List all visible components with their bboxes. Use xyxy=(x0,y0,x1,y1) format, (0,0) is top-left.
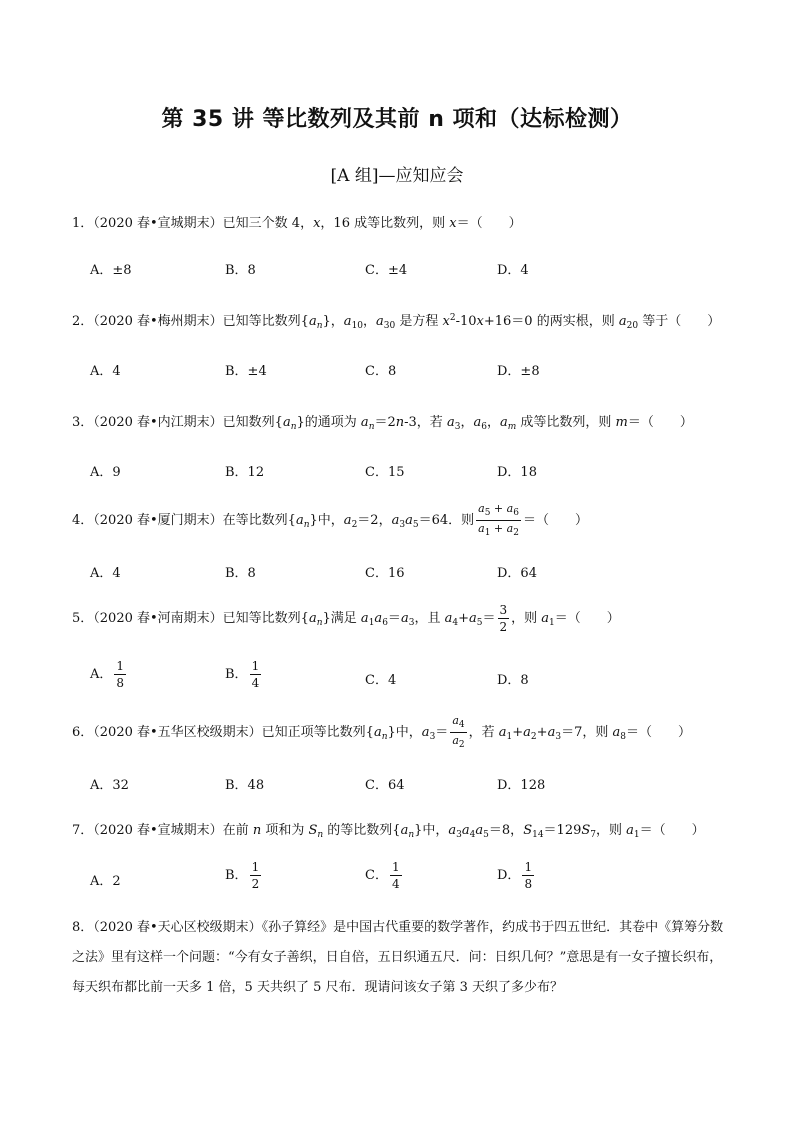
page-title: 第 35 讲 等比数列及其前 n 项和（达标检测） xyxy=(161,107,633,132)
question-8 xyxy=(72,913,734,1003)
question-text: 已知三个数 4，x，16 成等比数列，则 x＝（ ） xyxy=(222,216,522,231)
option-c: C．±4 xyxy=(365,263,408,278)
question-source: （2020 春•宣城期末） xyxy=(93,216,223,231)
question-text: 已知数列$\{a_n\}$的通项为 $a_n=2n-3$，若 $a_3$，$a_6$，$a_m$ 成等比数列，则 m＝（ ） xyxy=(222,415,693,432)
question-text: 《孙子算经》是中国古代重要的数学著作，约成书于四五世纪．其卷中《算筹分数之法》里有这样一个问题：“今有女子善织，日自倍，五日织通五尺．问：日织几何？”意思是有一女子擅长织布，每天织布都比前一天多 1 倍，5 天共织了 5 尺布．现请问该女子第 3 天织了多少布？ xyxy=(72,920,724,995)
question-7 xyxy=(72,819,732,840)
question-3 xyxy=(72,411,732,432)
question-number: 7． xyxy=(72,823,94,838)
option-a: A．4 xyxy=(90,566,121,581)
option-d: D．±8 xyxy=(497,364,540,379)
option-b: B． $\frac{1}{2}$ xyxy=(225,860,260,891)
option-a: A．9 xyxy=(90,465,121,480)
option-c: C．15 xyxy=(365,465,405,480)
option-a: A．32 xyxy=(90,778,129,793)
option-d: D．64 xyxy=(497,566,537,581)
option-d: D．18 xyxy=(497,465,537,480)
question-number: 4． xyxy=(72,513,94,528)
option-a: A． $\frac{1}{8}$ xyxy=(90,659,125,690)
option-d: D．128 xyxy=(497,778,546,793)
question-6 xyxy=(72,715,732,750)
option-b: B．8 xyxy=(225,566,256,581)
question-text: 已知等比数列$\{a_n\}$，$a_{10}$，$a_{30}$ 是方程 $x^2-10x+16=0$ 的两实根，则 $a_{20}$ 等于（ ） xyxy=(222,313,721,331)
question-source: （2020 春•厦门期末） xyxy=(93,513,223,528)
question-number: 8． xyxy=(72,920,94,935)
question-number: 2． xyxy=(72,314,94,329)
question-5 xyxy=(72,604,732,633)
question-text: 已知正项等比数列$\{a_n\}$中，$a_3=$ $\frac{a_4}{a_2}$ ，若 $a_1+a_2+a_3=7$，则 $a_8=$（ ） xyxy=(261,714,691,750)
option-c: C．64 xyxy=(365,778,405,793)
question-source: （2020 春•宣城期末） xyxy=(93,823,223,838)
fraction: $\frac{1}{8}$ xyxy=(524,860,533,891)
question-1 xyxy=(72,212,732,231)
option-b: B． $\frac{1}{4}$ xyxy=(225,659,260,690)
option-b: B．48 xyxy=(225,778,265,793)
fraction: $\frac{1}{4}$ xyxy=(391,860,400,891)
option-c: C．16 xyxy=(365,566,405,581)
question-2 xyxy=(72,310,732,331)
question-number: 3． xyxy=(72,415,94,430)
fraction: $\frac{1}{2}$ xyxy=(251,860,260,891)
question-text: 在前 n 项和为 $S_n$ 的等比数列$\{a_n\}$中，$a_3a_4a_5=8$，$S_{14}=129S_7$，则 $a_1=$（ ） xyxy=(222,823,705,840)
option-d: D． $\frac{1}{8}$ xyxy=(497,860,533,891)
fraction: $\frac{1}{8}$ xyxy=(116,659,125,690)
option-a: A．2 xyxy=(90,874,121,889)
question-number: 1． xyxy=(72,216,94,231)
option-c: C． $\frac{1}{4}$ xyxy=(365,860,400,891)
option-b: B．±4 xyxy=(225,364,267,379)
question-source: （2020 春•天心区校级期末） xyxy=(93,920,262,935)
question-4 xyxy=(72,503,732,538)
question-source: （2020 春•河南期末） xyxy=(93,611,223,626)
option-a: A．±8 xyxy=(90,263,132,278)
question-text: 已知等比数列$\{a_n\}$满足 $a_1a_6=a_3$，且 $a_4+a_5=$ $\frac{3}{2}$ ，则 $a_1=$（ ） xyxy=(222,603,620,634)
option-c: C．8 xyxy=(365,364,397,379)
question-text: 在等比数列$\{a_n\}$中，$a_2=2$，$a_3a_5=64$．则 $\frac{a_5 + a_6}{a_1 + a_2}$ ＝（ ） xyxy=(222,502,588,538)
option-d: D．4 xyxy=(497,263,529,278)
option-d: D．8 xyxy=(497,673,529,688)
fraction: $\frac{a_5 + a_6}{a_1 + a_2}$ xyxy=(478,502,519,538)
section-subtitle: [A 组]—应知应会 xyxy=(330,166,464,186)
fraction: $\frac{1}{4}$ xyxy=(251,659,260,690)
question-source: （2020 春•五华区校级期末） xyxy=(93,725,262,740)
question-source: （2020 春•内江期末） xyxy=(93,415,223,430)
option-b: B．12 xyxy=(225,465,265,480)
question-number: 5． xyxy=(72,611,94,626)
option-a: A．4 xyxy=(90,364,121,379)
option-c: C．4 xyxy=(365,673,397,688)
fraction: $\frac{a_4}{a_2}$ xyxy=(452,714,465,750)
question-number: 6． xyxy=(72,725,94,740)
option-b: B．8 xyxy=(225,263,256,278)
fraction: $\frac{3}{2}$ xyxy=(499,603,508,634)
question-source: （2020 春•梅州期末） xyxy=(93,314,223,329)
